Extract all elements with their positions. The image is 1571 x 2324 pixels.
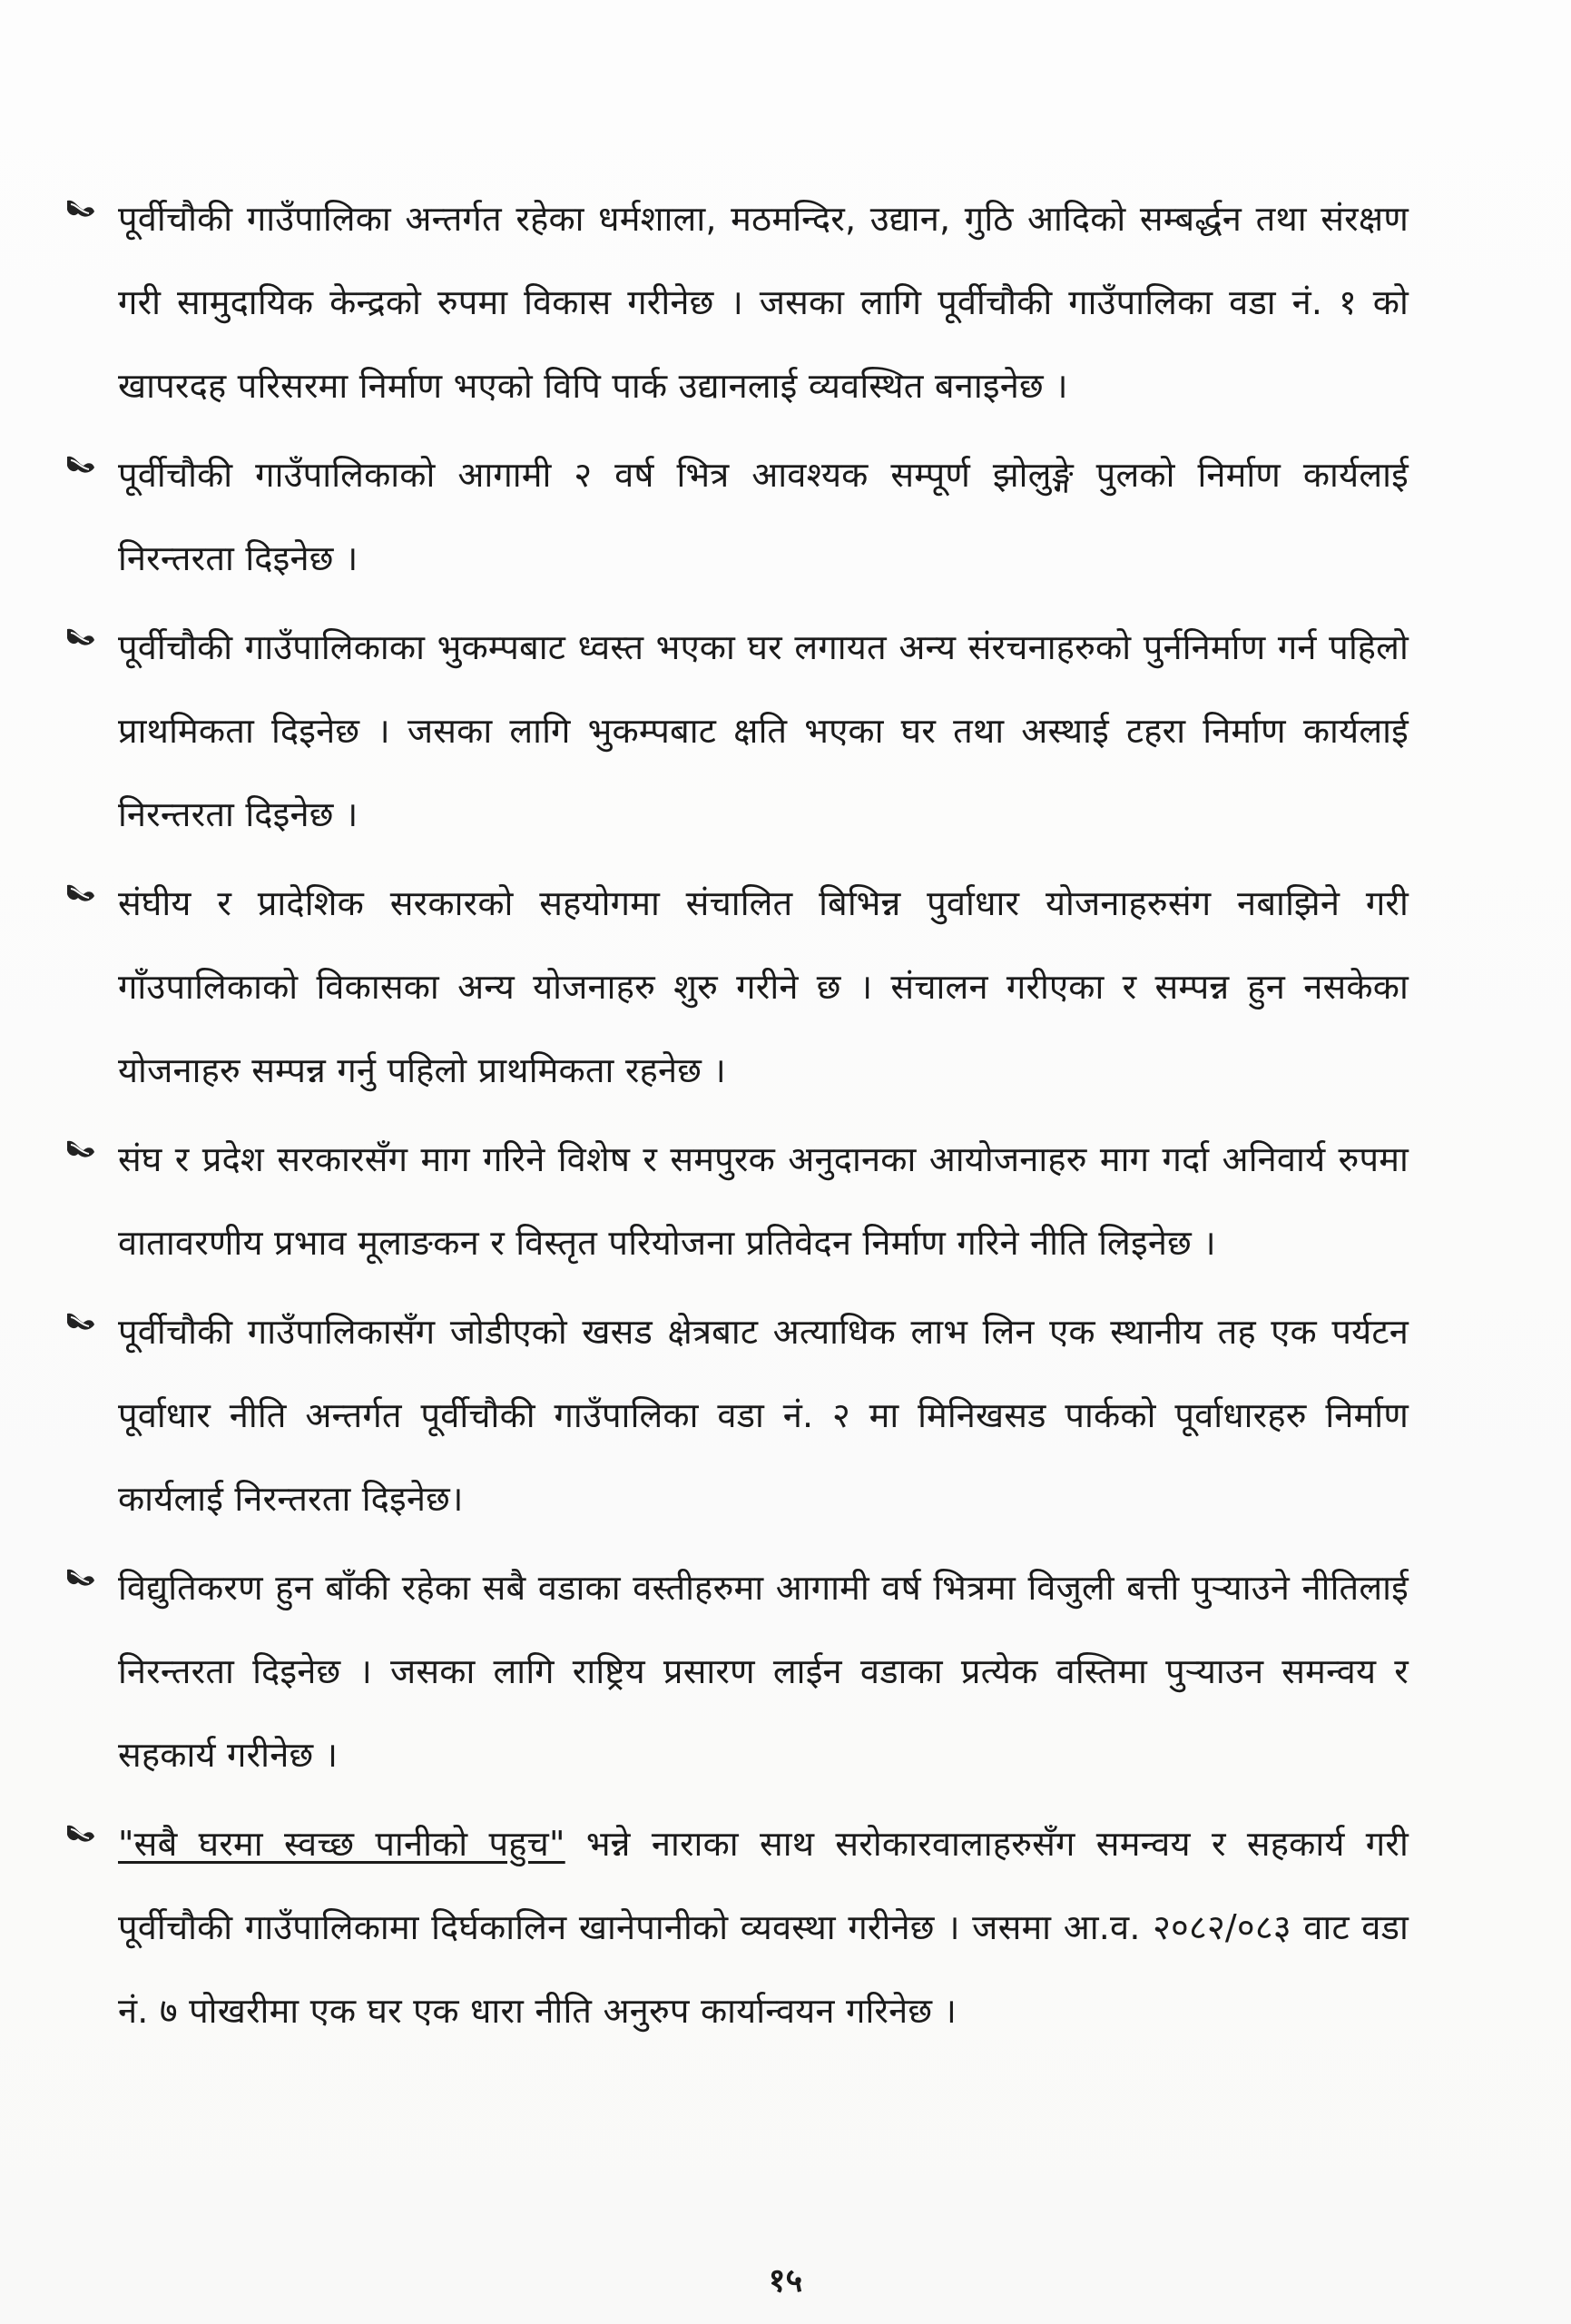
leaf-bullet-icon [65,1308,96,1335]
page-number: १५ [768,2262,803,2299]
list-item [65,177,1409,428]
leaf-bullet-icon [65,195,96,222]
list-item [65,1290,1409,1541]
leaf-bullet-icon [65,1820,96,1847]
list-item-text: संघ र प्रदेश सरकारसँग माग गरिने विशेष र समपुरक अनुदानका आयोजनाहरु माग गर्दा अनिवार्य रुपमा वातावरणीय प्रभाव मूलाङकन र विस्तृत परियोजना प्रतिवेदन निर्माण गरिने नीति लिइनेछ । [118,1139,1409,1263]
policy-list [65,177,1409,2058]
leaf-bullet-icon [65,1136,96,1163]
leaf-bullet-icon [65,1564,96,1591]
list-item [65,1118,1409,1285]
list-item-text-rest: भन्ने नाराका साथ सरोकारवालाहरुसँग समन्वय र सहकार्य गरी पूर्वीचौकी गाउँपालिकामा दिर्घकालिन खानेपानीको व्यवस्था गरीनेछ । जसमा आ.व. २०८२/०८३ वाट वडा नं. ७ पोखरीमा एक घर एक धारा नीति अनुरुप कार्यान्वयन गरिनेछ । [118,1824,1409,2031]
slogan-text: "सबै घरमा स्वच्छ पानीको पहुच" [118,1824,565,1864]
list-item [65,1546,1409,1797]
list-item-text: पूर्वीचौकी गाउँपालिकाका भुकम्पबाट ध्वस्त भएका घर लगायत अन्य संरचनाहरुको पुर्ननिर्माण गर्न पहिलो प्राथमिकता दिइनेछ । जसका लागि भुकम्पबाट क्षति भएका घर तथा अस्थाई टहरा निर्माण कार्यलाई निरन्तरता दिइनेछ । [118,627,1409,834]
list-item [65,1802,1409,2053]
list-item-text: पूर्वीचौकी गाउँपालिका अन्तर्गत रहेका धर्मशाला, मठमन्दिर, उद्यान, गुठि आदिको सम्बर्द्धन तथा संरक्षण गरी सामुदायिक केन्द्रको रुपमा विकास गरीनेछ । जसका लागि पूर्वीचौकी गाउँपालिका वडा नं. १ को खापरदह परिसरमा निर्माण भएको विपि पार्क उद्यानलाई व्यवस्थित बनाइनेछ । [118,199,1409,406]
list-item-text: पूर्वीचौकी गाउँपालिकासँग जोडीएको खसड क्षेत्रबाट अत्याधिक लाभ लिन एक स्थानीय तह एक पर्यटन पूर्वाधार नीति अन्तर्गत पूर्वीचौकी गाउँपालिका वडा नं. २ मा मिनिखसड पार्कको पूर्वाधारहरु निर्माण कार्यलाई निरन्तरता दिइनेछ। [118,1312,1409,1519]
list-item-text: संघीय र प्रादेशिक सरकारको सहयोगमा संचालित बिभिन्न पुर्वाधार योजनाहरुसंग नबाझिने गरी गाँउपालिकाको विकासका अन्य योजनाहरु शुरु गरीने छ । संचालन गरीएका र सम्पन्न हुन नसकेका योजनाहरु सम्पन्न गर्नु पहिलो प्राथमिकता रहनेछ । [118,883,1409,1090]
list-item [65,862,1409,1112]
list-item-text [118,1802,1409,2053]
leaf-bullet-icon [65,624,96,651]
leaf-bullet-icon [65,880,96,907]
list-item-text: पूर्वीचौकी गाउँपालिकाको आगामी २ वर्ष भित्र आवश्यक सम्पूर्ण झोलुङ्गे पुलको निर्माण कार्यलाई निरन्तरता दिइनेछ । [118,455,1409,578]
list-item [65,433,1409,600]
list-item [65,606,1409,856]
leaf-bullet-icon [65,451,96,478]
list-item-text: विद्युतिकरण हुन बाँकी रहेका सबै वडाका वस्तीहरुमा आगामी वर्ष भित्रमा विजुली बत्ती पुऱ्याउने नीतिलाई निरन्तरता दिइनेछ । जसका लागि राष्ट्रिय प्रसारण लाईन वडाका प्रत्येक वस्तिमा पुऱ्याउन समन्वय र सहकार्य गरीनेछ । [118,1568,1409,1775]
